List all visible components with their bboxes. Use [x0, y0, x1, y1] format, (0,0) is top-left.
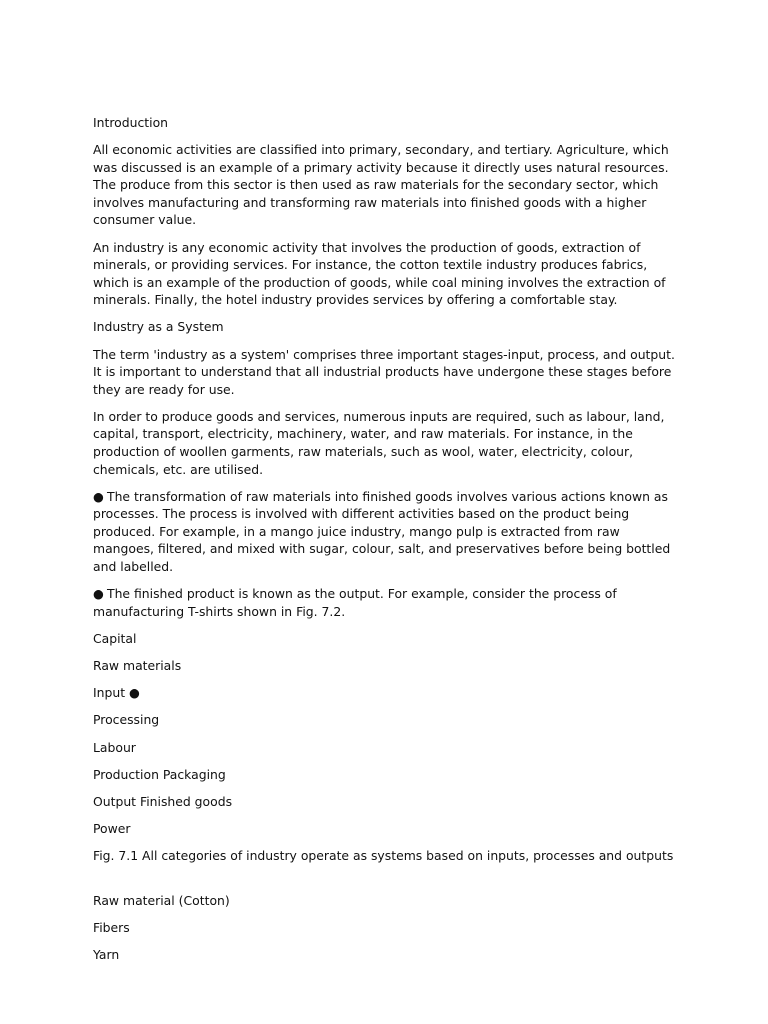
bullet-icon: ● — [129, 685, 140, 701]
system-paragraph-1: The term 'industry as a system' comprises three important stages-input, process, and output. It is important to understand that all industrial products have undergone these stages before they are ready for use. — [93, 346, 675, 397]
intro-paragraph-1: All economic activities are classified into primary, secondary, and tertiary. Agriculture, which was discussed is an example of a primary activity because it directly uses natural resources. The produce from this sector is then used as raw materials for the secondary sector, which involves manufacturing and transforming raw materials into finished goods with a higher consumer value. — [93, 142, 669, 228]
fig71-label-labour: Labour — [93, 739, 136, 755]
fig71-label-output-finished-goods: Output Finished goods — [93, 793, 233, 809]
industry-system-heading: Industry as a System — [93, 319, 224, 335]
fig71-label-raw-materials: Raw materials — [93, 658, 182, 674]
document-page — [93, 114, 683, 974]
fig71-label-input-row — [93, 684, 683, 702]
bullet-icon: ● — [93, 586, 104, 602]
intro-paragraph-2: An industry is any economic activity that involves the production of goods, extraction of minerals, or providing services. For instance, the cotton textile industry produces fabrics, which is an example of the production of goods, while coal mining involves the extraction of minerals. Finally, the hotel industry provides services by offering a comfortable stay. — [93, 239, 666, 308]
bullet-icon: ● — [93, 488, 104, 504]
fig71-label-capital: Capital — [93, 630, 137, 646]
fig71-label-production-packaging: Production Packaging — [93, 766, 226, 782]
section-gap — [93, 875, 683, 893]
bullet-text-processes: The transformation of raw materials into finished goods involves various actions known as processes. The process is involved with different activities based on the product being produced. For example, in a mango juice industry, mango pulp is extracted from raw mangoes, filtered, and mixed with sugar, colour, salt, and preservatives before being bottled and labelled. — [93, 488, 671, 575]
fig71-label-input: Input — [93, 685, 126, 701]
fig72-label-yarn: Yarn — [93, 947, 120, 963]
fig72-label-fibers: Fibers — [93, 920, 130, 936]
bullet-item-output — [93, 585, 683, 620]
fig72-label-raw-material-cotton: Raw material (Cotton) — [93, 893, 230, 909]
introduction-heading: Introduction — [93, 115, 169, 130]
bullet-item-processes — [93, 488, 683, 576]
fig71-caption: Fig. 7.1 All categories of industry operate as systems based on inputs, processes and outputs — [93, 848, 674, 864]
fig71-label-processing: Processing — [93, 712, 160, 728]
bullet-text-output: The finished product is known as the output. For example, consider the process of manufacturing T-shirts shown in Fig. 7.2. — [93, 586, 617, 619]
fig71-label-power: Power — [93, 821, 131, 837]
system-paragraph-2: In order to produce goods and services, numerous inputs are required, such as labour, land, capital, transport, electricity, machinery, water, and raw materials. For instance, in the production of woollen garments, raw materials, such as wool, water, electricity, colour, chemicals, etc. are utilised. — [93, 408, 665, 477]
